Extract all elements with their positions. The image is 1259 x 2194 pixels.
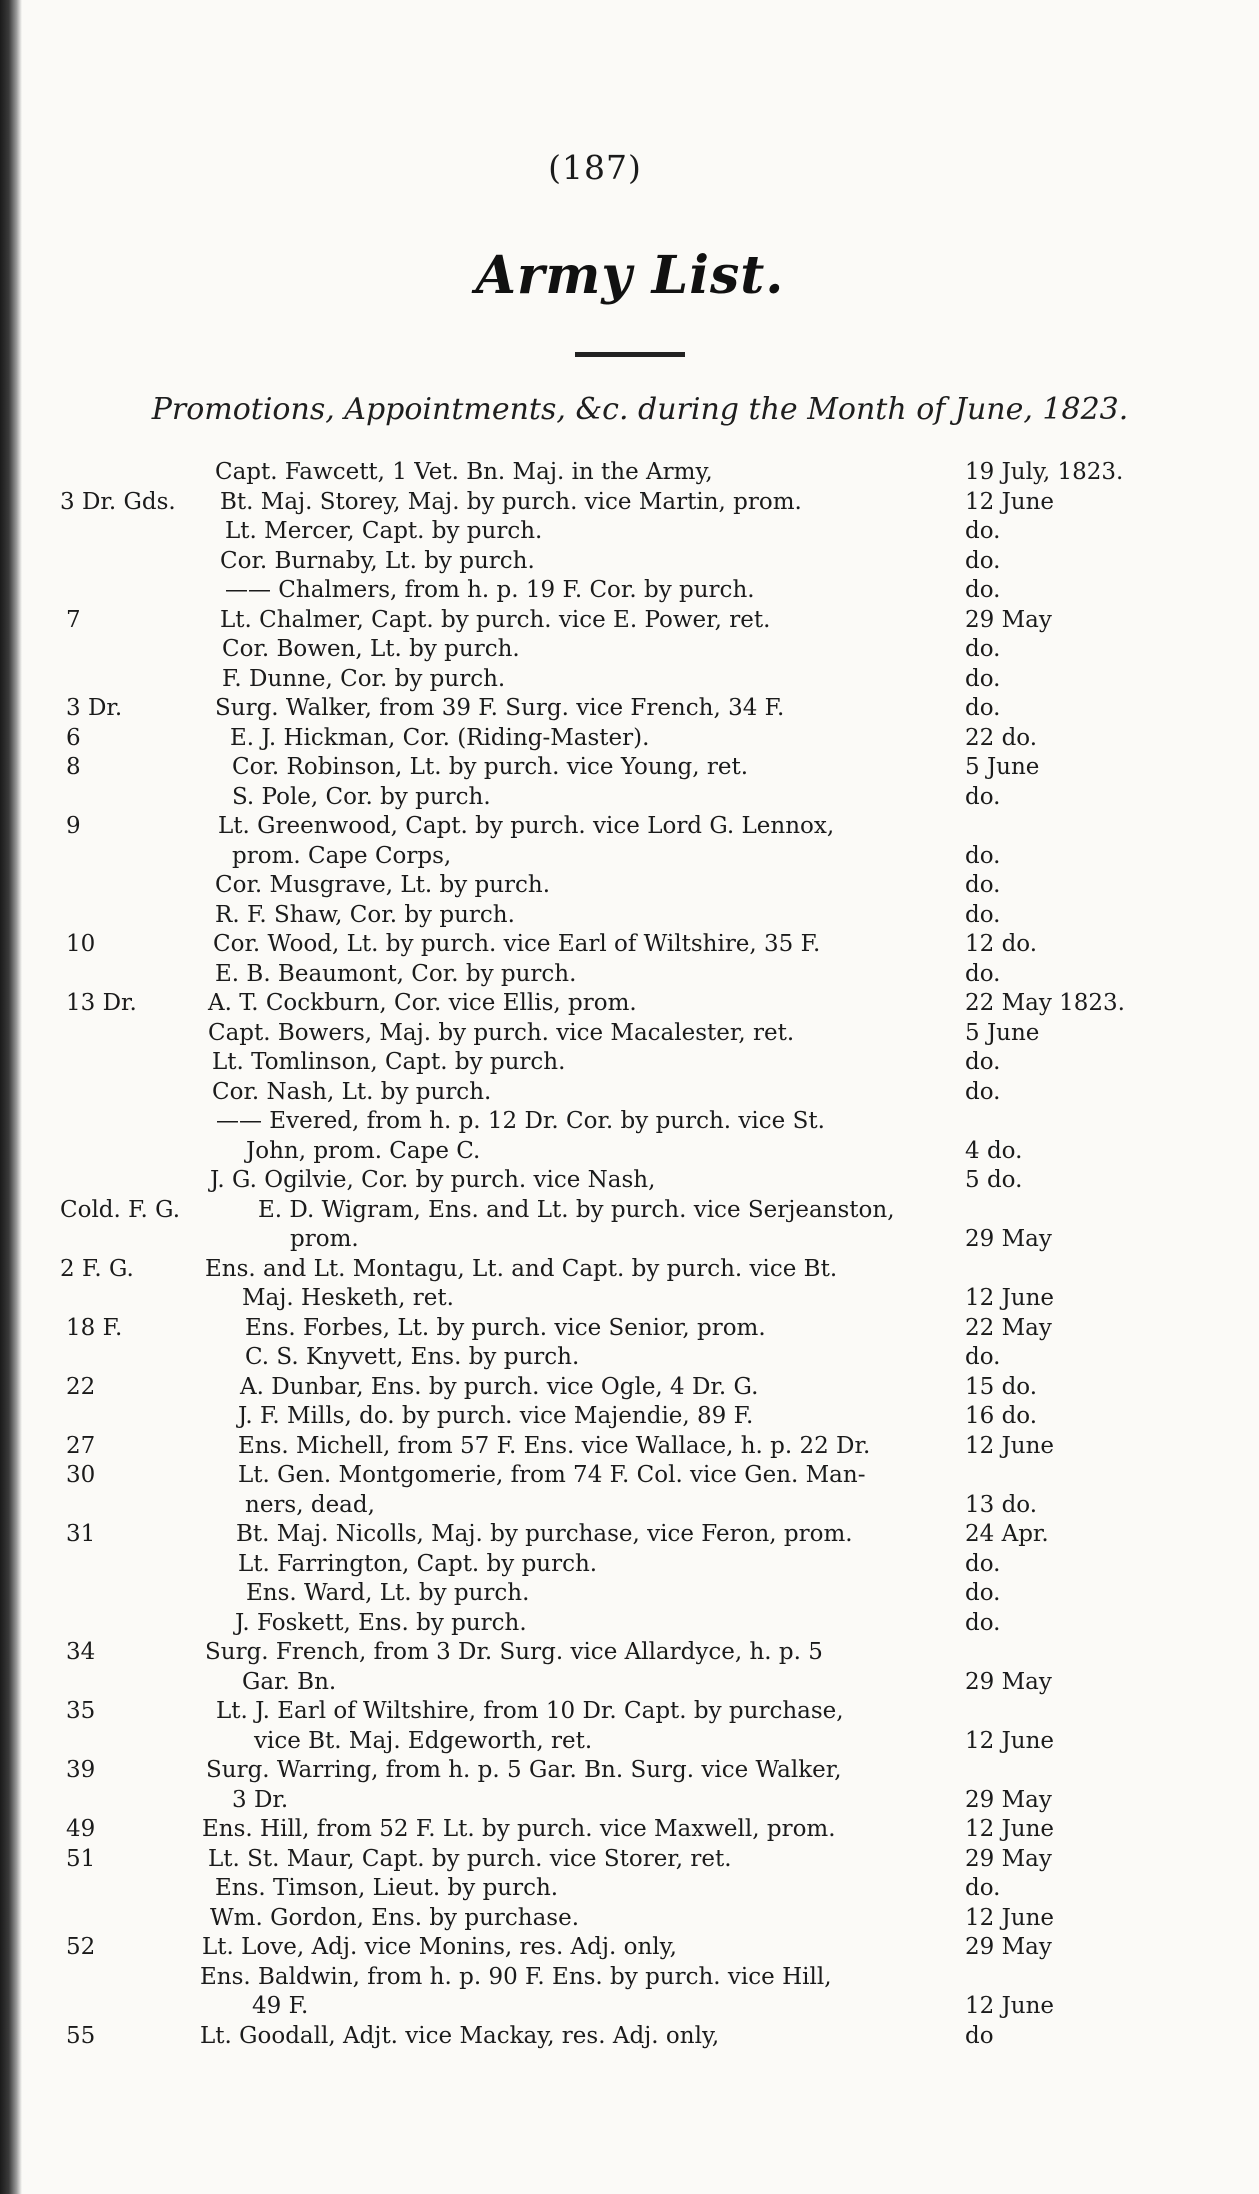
entry-regiment: 22 — [66, 1374, 96, 1400]
entry-date: do. — [965, 577, 1001, 603]
entry-row — [0, 1431, 1259, 1461]
entry-row — [0, 1578, 1259, 1608]
entry-regiment: 51 — [66, 1846, 96, 1872]
entry-regiment: 49 — [66, 1816, 96, 1842]
entry-date: 4 do. — [965, 1138, 1023, 1164]
entry-row — [0, 1519, 1259, 1549]
entry-text: Cor. Nash, Lt. by purch. — [212, 1079, 492, 1105]
entry-row — [0, 929, 1259, 959]
entry-date: 12 June — [965, 489, 1055, 515]
entry-text: Ens. Timson, Lieut. by purch. — [215, 1875, 559, 1901]
entry-text: prom. Cape Corps, — [232, 843, 452, 869]
entry-row — [0, 1608, 1259, 1638]
entry-row — [0, 900, 1259, 930]
entry-date: 5 June — [965, 754, 1040, 780]
entry-text: R. F. Shaw, Cor. by purch. — [215, 902, 515, 928]
entry-text: Ens. Baldwin, from h. p. 90 F. Ens. by purch. vice Hill, — [200, 1964, 832, 1990]
entry-row — [0, 782, 1259, 812]
entry-text: Ens. Hill, from 52 F. Lt. by purch. vice Maxwell, prom. — [202, 1816, 836, 1842]
entry-text: E. B. Beaumont, Cor. by purch. — [215, 961, 577, 987]
entry-row — [0, 1549, 1259, 1579]
entry-row — [0, 664, 1259, 694]
entry-date: 29 May — [965, 607, 1052, 633]
entry-date: 13 do. — [965, 1492, 1038, 1518]
entry-row — [0, 1991, 1259, 2021]
entry-date: do. — [965, 1344, 1001, 1370]
entry-date: 22 May 1823. — [965, 990, 1125, 1016]
entry-row — [0, 693, 1259, 723]
entry-text: S. Pole, Cor. by purch. — [232, 784, 491, 810]
entry-row — [0, 634, 1259, 664]
entry-row — [0, 1696, 1259, 1726]
entry-date: do. — [965, 784, 1001, 810]
entry-text: —— Chalmers, from h. p. 19 F. Cor. by purch. — [225, 577, 755, 603]
entry-date: 29 May — [965, 1846, 1052, 1872]
entry-row — [0, 988, 1259, 1018]
entry-date: 22 May — [965, 1315, 1052, 1341]
entry-text: Cor. Robinson, Lt. by purch. vice Young, ret. — [232, 754, 749, 780]
entry-text: A. T. Cockburn, Cor. vice Ellis, prom. — [208, 990, 637, 1016]
entry-text: Lt. Tomlinson, Capt. by purch. — [212, 1049, 566, 1075]
entry-regiment: 3 Dr. Gds. — [60, 489, 176, 515]
entry-regiment: 35 — [66, 1698, 96, 1724]
entry-date: 24 Apr. — [965, 1521, 1049, 1547]
entry-date: do. — [965, 1049, 1001, 1075]
entry-text: Ens. Ward, Lt. by purch. — [246, 1580, 530, 1606]
entry-row — [0, 1313, 1259, 1343]
entry-row — [0, 1873, 1259, 1903]
entry-row — [0, 1726, 1259, 1756]
entry-date: 29 May — [965, 1226, 1052, 1252]
entry-row — [0, 605, 1259, 635]
title-rule — [575, 352, 685, 357]
entry-text: Bt. Maj. Nicolls, Maj. by purchase, vice Feron, prom. — [236, 1521, 853, 1547]
entry-row — [0, 841, 1259, 871]
entry-regiment: 52 — [66, 1934, 96, 1960]
entry-text: E. D. Wigram, Ens. and Lt. by purch. vice Serjeanston, — [258, 1197, 895, 1223]
entry-date: 5 do. — [965, 1167, 1023, 1193]
page-subtitle: Promotions, Appointments, &c. during the Month of June, 1823. — [151, 392, 1129, 427]
entry-text: Surg. Walker, from 39 F. Surg. vice French, 34 F. — [215, 695, 785, 721]
entry-text: A. Dunbar, Ens. by purch. vice Ogle, 4 Dr. G. — [240, 1374, 759, 1400]
entry-text: Surg. Warring, from h. p. 5 Gar. Bn. Surg. vice Walker, — [206, 1757, 842, 1783]
entry-text: Lt. Farrington, Capt. by purch. — [238, 1551, 598, 1577]
entry-date: 12 June — [965, 1905, 1055, 1931]
entry-date: 12 do. — [965, 931, 1038, 957]
entry-date: 5 June — [965, 1020, 1040, 1046]
entry-text: Lt. Love, Adj. vice Monins, res. Adj. only, — [202, 1934, 677, 1960]
entry-text: Surg. French, from 3 Dr. Surg. vice Allardyce, h. p. 5 — [205, 1639, 823, 1665]
entry-date: do. — [965, 1580, 1001, 1606]
entry-regiment: 31 — [66, 1521, 96, 1547]
entry-row — [0, 1962, 1259, 1992]
entry-regiment: 30 — [66, 1462, 96, 1488]
entry-row — [0, 811, 1259, 841]
entry-text: 49 F. — [252, 1993, 309, 2019]
entry-regiment: Cold. F. G. — [60, 1197, 181, 1223]
entry-row — [0, 752, 1259, 782]
entry-row — [0, 1136, 1259, 1166]
entry-date: do. — [965, 548, 1001, 574]
entry-text: Cor. Musgrave, Lt. by purch. — [215, 872, 551, 898]
entry-date: do. — [965, 636, 1001, 662]
entry-text: E. J. Hickman, Cor. (Riding-Master). — [230, 725, 650, 751]
entry-regiment: 13 Dr. — [66, 990, 137, 1016]
entry-date: 19 July, 1823. — [965, 459, 1124, 485]
entry-date: 29 May — [965, 1669, 1052, 1695]
entry-text: —— Evered, from h. p. 12 Dr. Cor. by purch. vice St. — [216, 1108, 825, 1134]
entry-row — [0, 723, 1259, 753]
entry-row — [0, 1106, 1259, 1136]
entry-text: Wm. Gordon, Ens. by purchase. — [210, 1905, 580, 1931]
entry-date: do. — [965, 695, 1001, 721]
entry-date: 12 June — [965, 1728, 1055, 1754]
entry-date: do. — [965, 1610, 1001, 1636]
entry-text: J. Foskett, Ens. by purch. — [235, 1610, 527, 1636]
entry-regiment: 10 — [66, 931, 96, 957]
entry-text: J. G. Ogilvie, Cor. by purch. vice Nash, — [210, 1167, 656, 1193]
entry-date: do. — [965, 872, 1001, 898]
entry-text: F. Dunne, Cor. by purch. — [222, 666, 506, 692]
entry-date: 15 do. — [965, 1374, 1038, 1400]
entry-date: 12 June — [965, 1285, 1055, 1311]
page-title: Army List. — [475, 245, 785, 306]
entry-text: Ens. Forbes, Lt. by purch. vice Senior, prom. — [245, 1315, 766, 1341]
entry-text: Lt. Gen. Montgomerie, from 74 F. Col. vice Gen. Man- — [238, 1462, 866, 1488]
entry-row — [0, 1165, 1259, 1195]
entry-date: do. — [965, 1875, 1001, 1901]
entry-text: Lt. Mercer, Capt. by purch. — [225, 518, 543, 544]
entry-text: ners, dead, — [245, 1492, 375, 1518]
entry-row — [0, 959, 1259, 989]
entry-row — [0, 1283, 1259, 1313]
entry-date: 12 June — [965, 1433, 1055, 1459]
entry-row — [0, 1903, 1259, 1933]
entry-regiment: 27 — [66, 1433, 96, 1459]
entry-date: 12 June — [965, 1816, 1055, 1842]
entry-text: Maj. Hesketh, ret. — [242, 1285, 454, 1311]
entry-row — [0, 1372, 1259, 1402]
entry-row — [0, 2021, 1259, 2051]
entry-row — [0, 487, 1259, 517]
entry-regiment: 9 — [66, 813, 81, 839]
entry-row — [0, 1195, 1259, 1225]
entry-date: do. — [965, 1551, 1001, 1577]
entry-regiment: 2 F. G. — [60, 1256, 134, 1282]
entry-regiment: 18 F. — [66, 1315, 123, 1341]
entry-row — [0, 1401, 1259, 1431]
entry-row — [0, 1018, 1259, 1048]
entry-date: do — [965, 2023, 994, 2049]
entry-text: Lt. J. Earl of Wiltshire, from 10 Dr. Capt. by purchase, — [216, 1698, 844, 1724]
entry-row — [0, 1814, 1259, 1844]
entry-date: do. — [965, 666, 1001, 692]
entry-regiment: 6 — [66, 725, 81, 751]
entry-text: Cor. Burnaby, Lt. by purch. — [220, 548, 535, 574]
entry-date: 29 May — [965, 1787, 1052, 1813]
entry-text: John, prom. Cape C. — [246, 1138, 481, 1164]
entry-row — [0, 1342, 1259, 1372]
entry-text: Lt. St. Maur, Capt. by purch. vice Storer, ret. — [208, 1846, 732, 1872]
entry-row — [0, 516, 1259, 546]
entry-text: Cor. Wood, Lt. by purch. vice Earl of Wiltshire, 35 F. — [213, 931, 821, 957]
entry-text: 3 Dr. — [232, 1787, 289, 1813]
entry-regiment: 34 — [66, 1639, 96, 1665]
entry-row — [0, 1047, 1259, 1077]
entry-row — [0, 1844, 1259, 1874]
entry-regiment: 7 — [66, 607, 81, 633]
entry-text: Bt. Maj. Storey, Maj. by purch. vice Martin, prom. — [220, 489, 802, 515]
entry-row — [0, 1490, 1259, 1520]
entry-text: Ens. and Lt. Montagu, Lt. and Capt. by purch. vice Bt. — [205, 1256, 838, 1282]
entry-text: Cor. Bowen, Lt. by purch. — [222, 636, 520, 662]
entry-date: 16 do. — [965, 1403, 1038, 1429]
entry-text: Capt. Fawcett, 1 Vet. Bn. Maj. in the Army, — [215, 459, 713, 485]
entry-text: Lt. Chalmer, Capt. by purch. vice E. Power, ret. — [220, 607, 771, 633]
entry-row — [0, 1460, 1259, 1490]
entry-date: 22 do. — [965, 725, 1038, 751]
entry-regiment: 39 — [66, 1757, 96, 1783]
entry-regiment: 3 Dr. — [66, 695, 123, 721]
entry-row — [0, 1077, 1259, 1107]
page-number: (187) — [548, 148, 642, 187]
entry-text: Gar. Bn. — [242, 1669, 337, 1695]
entry-row — [0, 575, 1259, 605]
entry-text: Capt. Bowers, Maj. by purch. vice Macalester, ret. — [208, 1020, 795, 1046]
entry-text: J. F. Mills, do. by purch. vice Majendie, 89 F. — [238, 1403, 754, 1429]
entry-text: Ens. Michell, from 57 F. Ens. vice Wallace, h. p. 22 Dr. — [238, 1433, 871, 1459]
entry-regiment: 55 — [66, 2023, 96, 2049]
entry-row — [0, 1667, 1259, 1697]
entry-text: vice Bt. Maj. Edgeworth, ret. — [254, 1728, 593, 1754]
entry-date: do. — [965, 518, 1001, 544]
entry-row — [0, 1785, 1259, 1815]
entry-text: Lt. Goodall, Adjt. vice Mackay, res. Adj. only, — [200, 2023, 720, 2049]
entry-row — [0, 1755, 1259, 1785]
entry-row — [0, 1254, 1259, 1284]
entry-text: C. S. Knyvett, Ens. by purch. — [245, 1344, 580, 1370]
entry-date: do. — [965, 843, 1001, 869]
entry-text: Lt. Greenwood, Capt. by purch. vice Lord G. Lennox, — [218, 813, 835, 839]
entry-row — [0, 870, 1259, 900]
entry-row — [0, 1637, 1259, 1667]
entry-row — [0, 457, 1259, 487]
entry-date: 12 June — [965, 1993, 1055, 2019]
entry-text: prom. — [290, 1226, 359, 1252]
entry-date: do. — [965, 902, 1001, 928]
entry-date: 29 May — [965, 1934, 1052, 1960]
entry-date: do. — [965, 961, 1001, 987]
entry-date: do. — [965, 1079, 1001, 1105]
entry-row — [0, 1932, 1259, 1962]
entry-regiment: 8 — [66, 754, 81, 780]
entry-row — [0, 1224, 1259, 1254]
entry-row — [0, 546, 1259, 576]
